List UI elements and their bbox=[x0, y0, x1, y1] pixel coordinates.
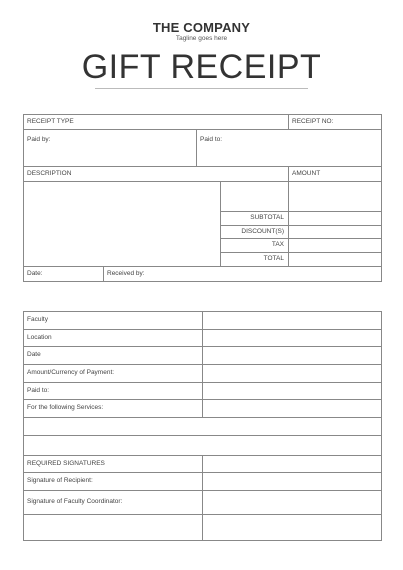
details-row-label: Amount/Currency of Payment: bbox=[27, 369, 115, 376]
details-column-divider bbox=[202, 346, 203, 364]
company-name: THE COMPANY bbox=[152, 20, 251, 35]
details-column-divider bbox=[202, 311, 203, 329]
details-row-label: Paid to: bbox=[27, 387, 50, 394]
discount-label: DISCOUNT(S) bbox=[241, 228, 284, 235]
receipt-divider bbox=[220, 211, 382, 212]
details-column-divider bbox=[202, 329, 203, 346]
details-column-divider bbox=[202, 490, 203, 514]
paid-by-label: Paid by: bbox=[27, 136, 51, 143]
details-row-label: Signature of Faculty Coordinator: bbox=[27, 498, 123, 505]
receipt-divider bbox=[288, 166, 289, 266]
description-label: DESCRIPTION bbox=[27, 170, 72, 177]
details-column-divider bbox=[202, 455, 203, 472]
receipt-divider bbox=[220, 238, 382, 239]
receipt-divider bbox=[23, 129, 382, 130]
details-row-label: Signature of Recipient: bbox=[27, 477, 93, 484]
title-underline bbox=[95, 88, 308, 89]
receipt-divider bbox=[196, 129, 197, 166]
receipt-divider bbox=[23, 266, 382, 267]
paid-to-label: Paid to: bbox=[200, 136, 223, 143]
receipt-divider bbox=[220, 225, 382, 226]
received-by-label: Received by: bbox=[107, 270, 145, 277]
subtotal-label: SUBTOTAL bbox=[250, 214, 284, 221]
details-column-divider bbox=[202, 399, 203, 417]
details-row-label: REQUIRED SIGNATURES bbox=[27, 460, 105, 467]
details-row-label: Location bbox=[27, 334, 52, 341]
details-row-label: For the following Services: bbox=[27, 404, 104, 411]
receipt-divider bbox=[23, 166, 382, 167]
amount-label: AMOUNT bbox=[292, 170, 321, 177]
receipt-divider bbox=[103, 266, 104, 282]
details-row-divider bbox=[23, 435, 382, 436]
details-row-divider bbox=[23, 417, 382, 418]
details-column-divider bbox=[202, 382, 203, 399]
receipt-divider bbox=[220, 252, 382, 253]
receipt-divider bbox=[288, 114, 289, 129]
document-title: GIFT RECEIPT bbox=[81, 48, 322, 86]
receipt-type-label: RECEIPT TYPE bbox=[27, 118, 74, 125]
receipt-divider bbox=[23, 181, 382, 182]
details-column-divider bbox=[202, 514, 203, 541]
receipt-divider bbox=[220, 181, 221, 266]
total-label: TOTAL bbox=[263, 255, 284, 262]
details-column-divider bbox=[202, 472, 203, 490]
tax-label: TAX bbox=[271, 241, 284, 248]
details-row-label: Date bbox=[27, 351, 41, 358]
details-column-divider bbox=[202, 364, 203, 382]
receipt-no-label: RECEIPT NO: bbox=[292, 118, 334, 125]
company-tagline: Tagline goes here bbox=[175, 35, 228, 42]
details-row-label: Faculty bbox=[27, 316, 48, 323]
date-label: Date: bbox=[27, 270, 43, 277]
